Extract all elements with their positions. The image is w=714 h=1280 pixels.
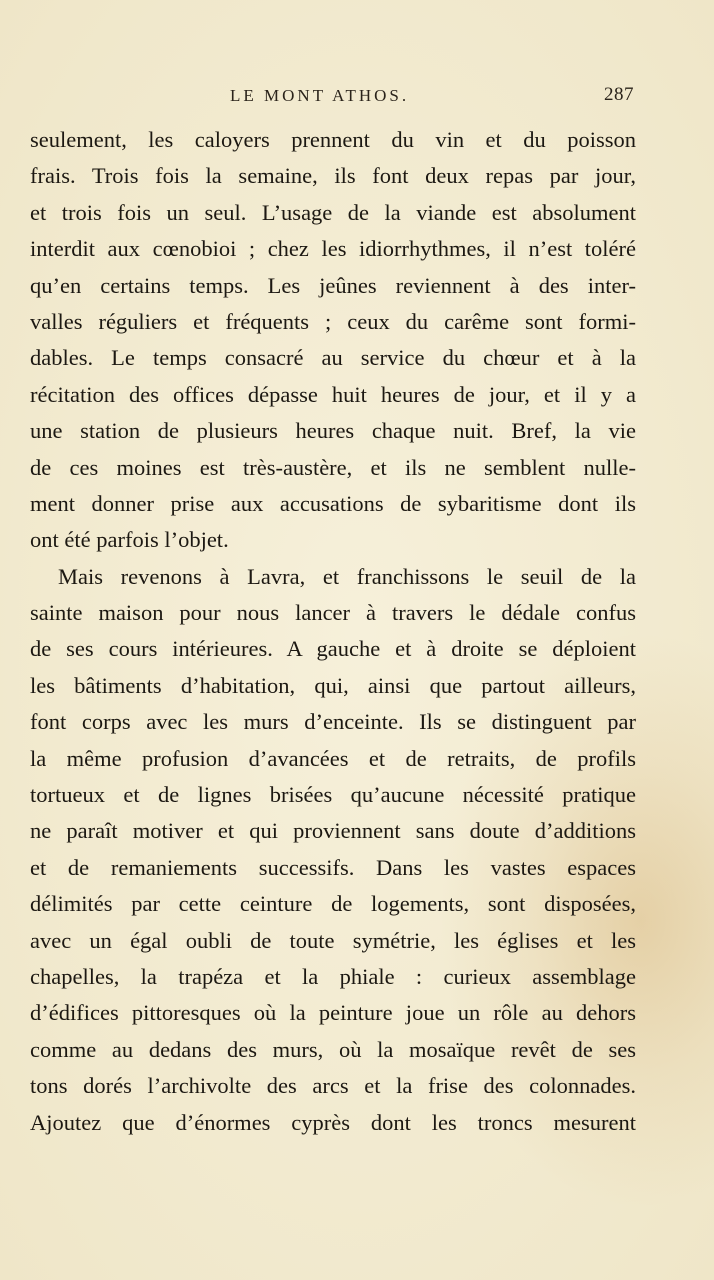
paragraph-start-line: Mais revenons à Lavra, et franchissons le seuil de la (58, 563, 636, 589)
text-line: interdit aux cœnobioi ; chez les idiorrhythmes, il n’est toléré (30, 236, 636, 262)
text-line: chapelles, la trapéza et la phiale : curieux assemblage (30, 963, 636, 989)
text-line: et de remaniements successifs. Dans les vastes espaces (30, 854, 636, 880)
text-line: qu’en certains temps. Les jeûnes reviennent à des inter- (30, 272, 636, 298)
text-line: tortueux et de lignes brisées qu’aucune nécessité pratique (30, 782, 636, 808)
text-line: ment donner prise aux accusations de sybaritisme dont ils (30, 490, 636, 516)
text-line: la même profusion d’avancées et de retraits, de profils (30, 745, 636, 771)
text-line: et trois fois un seul. L’usage de la viande est absolument (30, 199, 636, 225)
text-line: sainte maison pour nous lancer à travers le dédale confus (30, 600, 636, 626)
text-line: dables. Le temps consacré au service du chœur et à la (30, 345, 636, 371)
text-line: récitation des offices dépasse huit heures de jour, et il y a (30, 381, 636, 407)
text-line: font corps avec les murs d’enceinte. Ils se distinguent par (30, 709, 636, 735)
text-line: frais. Trois fois la semaine, ils font deux repas par jour, (30, 163, 636, 189)
text-line: seulement, les caloyers prennent du vin et du poisson (30, 127, 636, 152)
text-line: de ces moines est très-austère, et ils ne semblent nulle- (30, 454, 636, 480)
text-line: avec un égal oubli de toute symétrie, les églises et les (30, 927, 636, 953)
text-line: ne paraît motiver et qui proviennent sans doute d’additions (30, 818, 636, 844)
body-text (30, 122, 636, 1141)
text-line: tons dorés l’archivolte des arcs et la frise des colonnades. (30, 1073, 636, 1099)
running-head (0, 84, 714, 110)
text-line: Ajoutez que d’énormes cyprès dont les troncs mesurent (30, 1109, 636, 1135)
text-line: les bâtiments d’habitation, qui, ainsi que partout ailleurs, (30, 672, 636, 698)
text-line: de ses cours intérieures. A gauche et à droite se déploient (30, 636, 636, 662)
page-number: 287 (604, 84, 634, 105)
text-line: valles réguliers et fréquents ; ceux du carême sont formi- (30, 308, 636, 334)
running-title: LE MONT ATHOS. (230, 86, 410, 105)
text-line: délimités par cette ceinture de logements, sont disposées, (30, 891, 636, 917)
text-line: une station de plusieurs heures chaque nuit. Bref, la vie (30, 418, 636, 444)
text-line: comme au dedans des murs, où la mosaïque revêt de ses (30, 1036, 636, 1062)
paragraph-end-line: ont été parfois l’objet. (30, 527, 229, 553)
text-line: d’édifices pittoresques où la peinture joue un rôle au dehors (30, 1000, 636, 1026)
